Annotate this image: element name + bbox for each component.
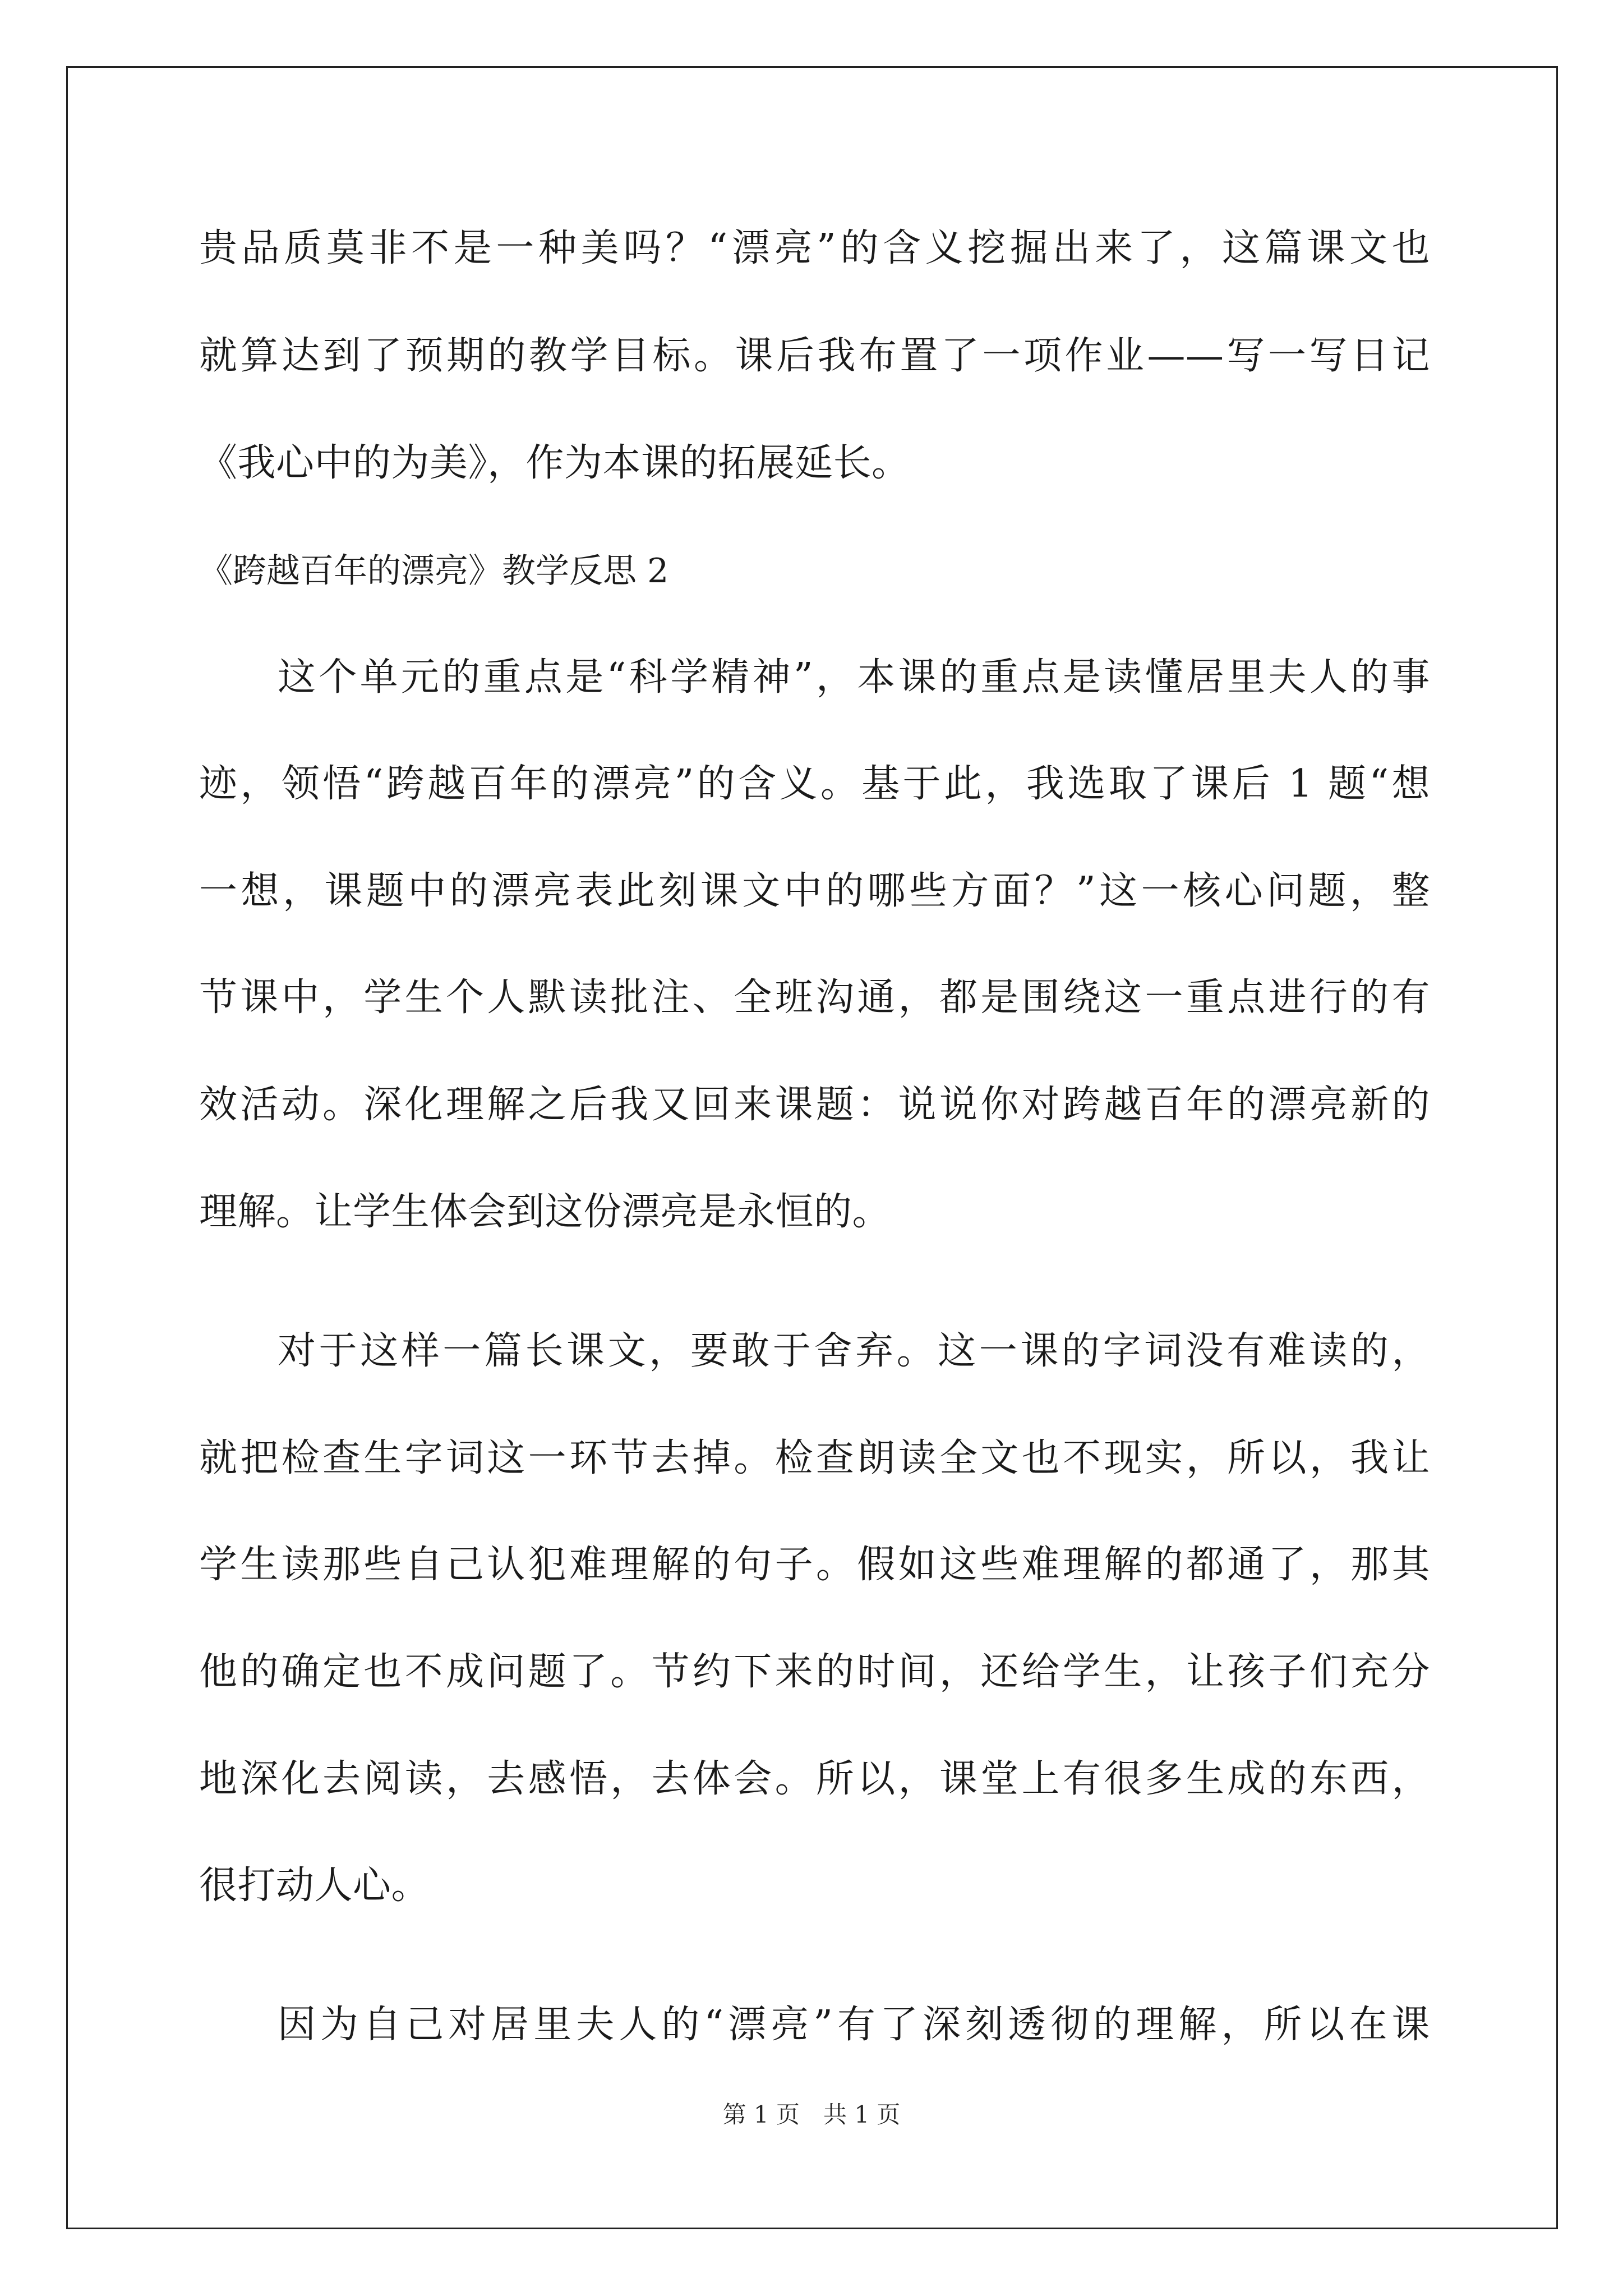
paragraph-line: 他的确定也不成问题了。节约下来的时间，还给学生，让孩子们充分	[199, 1650, 1430, 1694]
page-footer: 第 1 页 共 1 页	[722, 2101, 901, 2128]
paragraph-line: 就算达到了预期的教学目标。课后我布置了一项作业——写一写日记	[199, 334, 1430, 378]
paragraph-line: 因为自己对居里夫人的“漂亮”有了深刻透彻的理解，所以在课	[278, 2003, 1430, 2047]
section-heading: 《跨越百年的漂亮》教学反思 2	[199, 551, 669, 591]
paragraph-line: 地深化去阅读，去感悟，去体会。所以，课堂上有很多生成的东西，	[199, 1757, 1430, 1801]
paragraph-line: 效活动。深化理解之后我又回来课题：说说你对跨越百年的漂亮新的	[199, 1083, 1430, 1127]
paragraph-line: 对于这样一篇长课文，要敢于舍弃。这一课的字词没有难读的，	[278, 1329, 1430, 1373]
paragraph-line: 贵品质莫非不是一种美吗？“漂亮”的含义挖掘出来了，这篇课文也	[199, 226, 1430, 270]
paragraph-line: 这个单元的重点是“科学精神”，本课的重点是读懂居里夫人的事	[278, 655, 1430, 700]
paragraph-line: 理解。让学生体会到这份漂亮是永恒的。	[199, 1190, 891, 1234]
paragraph-line: 很打动人心。	[199, 1864, 430, 1908]
paragraph-line: 节课中，学生个人默读批注、全班沟通，都是围绕这一重点进行的有	[199, 976, 1430, 1020]
paragraph-line: 就把检查生字词这一环节去掉。检查朗读全文也不现实，所以，我让	[199, 1436, 1430, 1480]
paragraph-line: 《我心中的为美》，作为本课的拓展延长。	[199, 441, 910, 485]
paragraph-line: 学生读那些自己认犯难理解的句子。假如这些难理解的都通了，那其	[199, 1543, 1430, 1587]
paragraph-line: 一想，课题中的漂亮表此刻课文中的哪些方面？”这一核心问题，整	[199, 869, 1430, 913]
paragraph-line: 迹，领悟“跨越百年的漂亮”的含义。基于此，我选取了课后 1 题“想	[199, 762, 1430, 806]
